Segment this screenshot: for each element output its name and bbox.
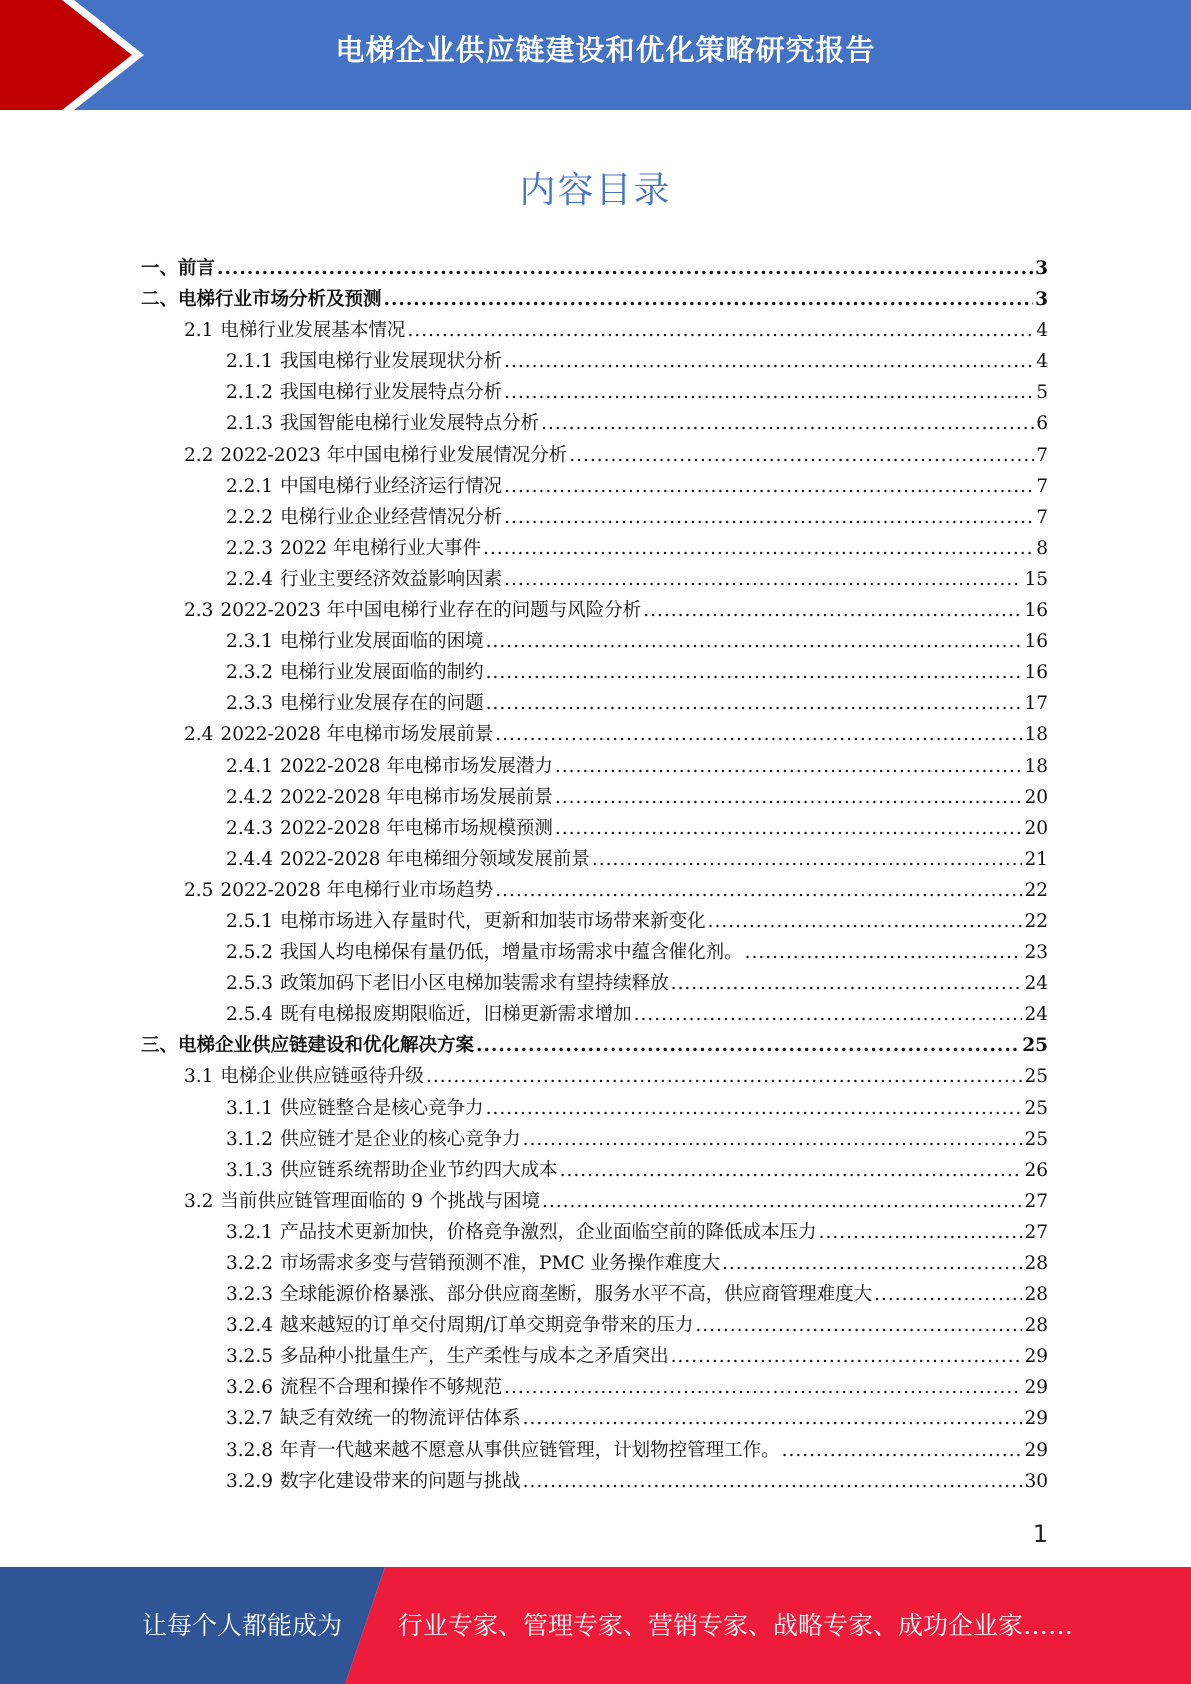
- toc-entry[interactable]: [141, 441, 1048, 472]
- toc-entry-text: [226, 689, 484, 715]
- toc-entry-number: 3.2.3: [226, 1284, 274, 1306]
- toc-entry-number: 2.2.4: [226, 568, 274, 590]
- toc-entry-number: 2.1.1: [226, 351, 274, 373]
- toc-entry[interactable]: [141, 254, 1048, 285]
- toc-entry-text: [226, 1156, 558, 1182]
- toc-entry[interactable]: [141, 1373, 1048, 1404]
- toc-dot-leader: [486, 662, 1023, 683]
- toc-dot-leader: [523, 1408, 1023, 1429]
- toc-dot-leader: [486, 693, 1023, 714]
- toc-dot-leader: [819, 1222, 1023, 1243]
- toc-entry-text: [184, 441, 567, 467]
- toc-entry-title: 多品种小批量生产，生产柔性与成本之矛盾突出: [280, 1346, 669, 1368]
- toc-entry-title: 2022-2023 年中国电梯行业存在的问题与风险分析: [220, 600, 642, 622]
- toc-entry-text: [184, 1187, 540, 1213]
- toc-entry[interactable]: [141, 1156, 1048, 1187]
- toc-entry-text: [226, 1125, 521, 1151]
- toc-entry-title: 电梯行业发展存在的问题: [280, 693, 484, 715]
- toc-entry-text: [226, 907, 706, 933]
- toc-entry-text: [184, 876, 493, 902]
- toc-entry-number: 2.5.2: [226, 942, 274, 964]
- toc-entry-number: 一、: [141, 258, 179, 279]
- toc-entry-number: 2.4.2: [226, 786, 274, 808]
- toc-dot-leader: [486, 631, 1023, 652]
- toc-entry[interactable]: [141, 783, 1048, 814]
- toc-dot-leader: [695, 1315, 1022, 1336]
- toc-entry-text: [226, 1280, 872, 1306]
- toc-entry-text: [226, 1342, 669, 1368]
- toc-entry-text: [226, 783, 553, 809]
- toc-entry[interactable]: [141, 1311, 1048, 1342]
- footer-band: [0, 1567, 1191, 1684]
- page-number: 1: [1032, 1520, 1048, 1548]
- toc-entry-page: 26: [1024, 1159, 1048, 1181]
- toc-entry-page: 20: [1024, 786, 1048, 808]
- toc-dot-leader: [745, 942, 1023, 963]
- toc-dot-leader: [476, 1035, 1020, 1056]
- toc-entry-title: 流程不合理和操作不够规范: [280, 1377, 503, 1399]
- toc-dot-leader: [874, 1284, 1022, 1305]
- toc-dot-leader: [407, 320, 1034, 341]
- toc-entry-text: [226, 565, 502, 591]
- toc-entry[interactable]: [141, 1062, 1048, 1093]
- footer-slogan-left: 让每个人都能成为: [142, 1611, 343, 1640]
- toc-entry-title: 电梯行业发展面临的困境: [280, 631, 484, 653]
- toc-entry-text: [226, 347, 502, 373]
- toc-entry[interactable]: [141, 1218, 1048, 1249]
- toc-entry-text: [226, 1249, 720, 1275]
- toc-dot-leader: [523, 1471, 1023, 1492]
- toc-entry-text: [226, 472, 502, 498]
- toc-entry-number: 2.3.3: [226, 693, 274, 715]
- toc-entry-number: 2.2: [184, 444, 214, 466]
- toc-entry-text: [184, 316, 405, 342]
- table-of-contents: [141, 254, 1048, 1498]
- toc-entry[interactable]: [141, 316, 1048, 347]
- toc-entry-title: 电梯行业发展基本情况: [220, 320, 406, 342]
- toc-entry-number: 2.3: [184, 600, 214, 622]
- toc-entry-title: 当前供应链管理面临的 9 个挑战与困境: [220, 1190, 540, 1212]
- toc-entry-page: 30: [1024, 1470, 1048, 1492]
- toc-entry-title: 我国智能电梯行业发展特点分析: [280, 413, 540, 435]
- header-band: [0, 0, 1191, 110]
- toc-entry-text: [226, 534, 481, 560]
- toc-entry-title: 2022-2028 年电梯市场规模预测: [280, 817, 553, 839]
- toc-entry[interactable]: [141, 969, 1048, 1000]
- toc-entry[interactable]: [141, 596, 1048, 627]
- toc-entry-title: 缺乏有效统一的物流评估体系: [280, 1408, 521, 1430]
- toc-dot-leader: [634, 1004, 1023, 1025]
- toc-entry-page: 7: [1036, 444, 1048, 466]
- toc-entry-text: [226, 1000, 632, 1026]
- toc-dot-leader: [722, 1253, 1022, 1274]
- toc-entry-page: 17: [1024, 693, 1048, 715]
- toc-entry[interactable]: [141, 845, 1048, 876]
- toc-entry-text: [226, 1218, 817, 1244]
- toc-dot-leader: [671, 1346, 1023, 1367]
- toc-dot-leader: [504, 569, 1022, 590]
- toc-dot-leader: [483, 538, 1034, 559]
- toc-entry[interactable]: [141, 938, 1048, 969]
- toc-entry-title: 供应链才是企业的核心竞争力: [280, 1128, 521, 1150]
- toc-entry-title: 既有电梯报废期限临近，旧梯更新需求增加: [280, 1004, 632, 1026]
- toc-dot-leader: [541, 413, 1034, 434]
- toc-entry[interactable]: [141, 409, 1048, 440]
- toc-entry-number: 3.2.6: [226, 1377, 274, 1399]
- toc-entry-title: 2022-2023 年中国电梯行业发展情况分析: [220, 444, 568, 466]
- toc-entry-title: 电梯企业供应链亟待升级: [220, 1066, 424, 1088]
- toc-dot-leader: [504, 351, 1034, 372]
- toc-entry-number: 2.5.4: [226, 1004, 274, 1026]
- toc-entry-page: 28: [1024, 1284, 1048, 1306]
- toc-dot-leader: [523, 1129, 1023, 1150]
- toc-entry-title: 供应链整合是核心竞争力: [280, 1097, 484, 1119]
- toc-entry-number: 2.4.3: [226, 817, 274, 839]
- toc-entry-title: 2022-2028 年电梯市场发展潜力: [280, 755, 553, 777]
- toc-entry-title: 我国电梯行业发展特点分析: [280, 382, 503, 404]
- toc-entry[interactable]: [141, 876, 1048, 907]
- toc-entry[interactable]: [141, 907, 1048, 938]
- toc-entry-page: 18: [1024, 724, 1048, 746]
- toc-dot-leader: [592, 849, 1023, 870]
- toc-entry-page: 27: [1024, 1190, 1048, 1212]
- toc-entry[interactable]: [141, 1436, 1048, 1467]
- toc-entry[interactable]: [141, 752, 1048, 783]
- toc-entry-page: 25: [1022, 1035, 1048, 1057]
- toc-entry-number: 3.2.5: [226, 1346, 274, 1368]
- toc-entry-page: 4: [1036, 351, 1048, 373]
- toc-entry[interactable]: [141, 1342, 1048, 1373]
- toc-entry[interactable]: [141, 1467, 1048, 1498]
- toc-entry-number: 2.1.2: [226, 382, 274, 404]
- toc-entry-title: 2022-2028 年电梯市场发展前景: [220, 724, 494, 746]
- toc-entry-title: 我国人均电梯保有量仍低，增量市场需求中蕴含催化剂。: [280, 942, 743, 964]
- toc-entry-title: 前言: [178, 258, 216, 279]
- toc-entry-number: 3.1.3: [226, 1159, 274, 1181]
- toc-entry-page: 27: [1024, 1221, 1048, 1243]
- toc-entry-number: 3.2.4: [226, 1315, 274, 1337]
- toc-entry-number: 2.2.2: [226, 506, 274, 528]
- toc-dot-leader: [504, 382, 1034, 403]
- toc-entry-page: 7: [1036, 506, 1048, 528]
- toc-entry[interactable]: [141, 378, 1048, 409]
- toc-entry[interactable]: [141, 1187, 1048, 1218]
- toc-entry-page: 16: [1024, 662, 1048, 684]
- toc-entry-number: 2.1: [184, 320, 214, 342]
- toc-entry-number: 2.5.1: [226, 910, 274, 932]
- toc-entry-number: 3.2.7: [226, 1408, 274, 1430]
- toc-entry-text: [141, 285, 382, 311]
- toc-dot-leader: [555, 756, 1023, 777]
- toc-entry-title: 数字化建设带来的问题与挑战: [280, 1470, 521, 1492]
- toc-entry-title: 中国电梯行业经济运行情况: [280, 475, 503, 497]
- toc-entry-text: [184, 1062, 424, 1088]
- toc-entry-page: 3: [1035, 289, 1048, 311]
- toc-entry[interactable]: [141, 1249, 1048, 1280]
- toc-dot-leader: [671, 973, 1023, 994]
- toc-entry-page: 15: [1024, 568, 1048, 590]
- toc-entry[interactable]: [141, 1280, 1048, 1311]
- toc-entry-text: [226, 1467, 521, 1493]
- toc-entry-text: [226, 1373, 502, 1399]
- toc-entry[interactable]: [141, 814, 1048, 845]
- toc-entry[interactable]: [141, 1094, 1048, 1125]
- toc-entry-title: 电梯行业市场分析及预测: [178, 289, 382, 311]
- toc-entry-text: [226, 409, 539, 435]
- toc-dot-leader: [495, 880, 1022, 901]
- toc-entry[interactable]: [141, 627, 1048, 658]
- toc-entry-text: [141, 254, 215, 280]
- toc-entry-title: 2022-2028 年电梯细分领域发展前景: [280, 848, 590, 870]
- toc-entry-page: 3: [1035, 258, 1048, 279]
- toc-entry-text: [226, 752, 553, 778]
- toc-entry-page: 24: [1024, 1004, 1048, 1026]
- toc-dot-leader: [782, 1440, 1023, 1461]
- toc-dot-leader: [504, 476, 1034, 497]
- toc-entry[interactable]: [141, 534, 1048, 565]
- toc-dot-leader: [486, 1098, 1023, 1119]
- toc-dot-leader: [555, 787, 1023, 808]
- toc-entry-text: [184, 596, 641, 622]
- toc-entry-page: 24: [1024, 973, 1048, 995]
- toc-dot-leader: [504, 507, 1034, 528]
- toc-entry[interactable]: [141, 347, 1048, 378]
- toc-entry-title: 全球能源价格暴涨、部分供应商垄断，服务水平不高，供应商管理难度大: [280, 1284, 873, 1306]
- toc-entry-number: 3.2.1: [226, 1221, 274, 1243]
- toc-entry-text: [226, 378, 502, 404]
- toc-entry-number: 2.2.1: [226, 475, 274, 497]
- toc-entry-title: 2022-2028 年电梯市场发展前景: [280, 786, 553, 808]
- toc-dot-leader: [217, 258, 1033, 279]
- toc-entry-text: [184, 720, 493, 746]
- toc-dot-leader: [560, 1160, 1023, 1181]
- toc-entry-page: 20: [1024, 817, 1048, 839]
- toc-entry[interactable]: [141, 285, 1048, 316]
- toc-entry-number: 2.2.3: [226, 537, 274, 559]
- toc-entry-page: 16: [1024, 600, 1048, 622]
- toc-entry-text: [226, 814, 553, 840]
- toc-dot-leader: [504, 1377, 1022, 1398]
- toc-entry-page: 25: [1024, 1097, 1048, 1119]
- toc-entry[interactable]: [141, 689, 1048, 720]
- toc-entry-page: 29: [1024, 1377, 1048, 1399]
- toc-entry-text: [226, 658, 484, 684]
- toc-entry-text: [226, 845, 590, 871]
- toc-entry-number: 3.1.1: [226, 1097, 274, 1119]
- toc-entry-page: 25: [1024, 1066, 1048, 1088]
- toc-entry-title: 2022 年电梯行业大事件: [280, 537, 482, 559]
- toc-entry[interactable]: [141, 472, 1048, 503]
- toc-entry-page: 28: [1024, 1253, 1048, 1274]
- toc-entry-page: 4: [1036, 320, 1048, 342]
- toc-entry-page: 22: [1024, 910, 1048, 932]
- toc-entry-text: [226, 969, 669, 995]
- toc-entry-number: 3.2.8: [226, 1439, 274, 1461]
- toc-entry[interactable]: [141, 658, 1048, 689]
- toc-dot-leader: [643, 600, 1022, 621]
- toc-entry-title: 2022-2028 年电梯行业市场趋势: [220, 879, 494, 901]
- toc-entry-title: 供应链系统帮助企业节约四大成本: [280, 1159, 558, 1181]
- toc-entry-title: 电梯行业发展面临的制约: [280, 662, 484, 684]
- toc-entry[interactable]: [141, 1000, 1048, 1031]
- toc-dot-leader: [426, 1066, 1023, 1087]
- toc-entry-text: [226, 627, 484, 653]
- toc-entry[interactable]: [141, 1031, 1048, 1062]
- toc-entry-title: 年青一代越来越不愿意从事供应链管理，计划物控管理工作。: [280, 1439, 780, 1461]
- toc-entry-text: [226, 503, 502, 529]
- toc-entry-number: 2.4.1: [226, 755, 274, 777]
- toc-dot-leader: [555, 818, 1023, 839]
- toc-entry-text: [226, 1404, 521, 1430]
- toc-entry-title: 产品技术更新加快，价格竞争激烈，企业面临空前的降低成本压力: [280, 1221, 817, 1243]
- toc-entry-page: 22: [1024, 879, 1048, 901]
- toc-entry-number: 2.3.2: [226, 662, 274, 684]
- toc-dot-leader: [384, 289, 1034, 310]
- toc-entry-number: 2.3.1: [226, 631, 274, 653]
- toc-entry[interactable]: [141, 565, 1048, 596]
- toc-entry-number: 2.1.3: [226, 413, 274, 435]
- toc-entry-number: 3.1.2: [226, 1128, 274, 1150]
- toc-entry-page: 21: [1024, 848, 1048, 870]
- toc-entry[interactable]: [141, 1404, 1048, 1435]
- toc-entry-title: 越来越短的订单交付周期/订单交期竞争带来的压力: [280, 1315, 694, 1337]
- toc-dot-leader: [708, 911, 1023, 932]
- toc-entry-text: [226, 938, 743, 964]
- toc-entry-number: 3.2: [184, 1190, 214, 1212]
- toc-entry-number: 3.2.2: [226, 1253, 274, 1274]
- toc-entry-title: 电梯企业供应链建设和优化解决方案: [178, 1035, 475, 1057]
- toc-entry-title: 政策加码下老旧小区电梯加装需求有望持续释放: [280, 973, 669, 995]
- toc-entry-text: [226, 1311, 693, 1337]
- toc-entry-page: 29: [1024, 1439, 1048, 1461]
- toc-entry-title: 市场需求多变与营销预测不准，PMC 业务操作难度大: [280, 1253, 721, 1274]
- toc-dot-leader: [569, 445, 1034, 466]
- toc-entry-text: [226, 1094, 484, 1120]
- toc-dot-leader: [542, 1191, 1022, 1212]
- toc-entry-number: 2.4: [184, 724, 214, 746]
- footer-slogan-right: 行业专家、管理专家、营销专家、战略专家、成功企业家……: [398, 1611, 1074, 1640]
- toc-entry-number: 3.1: [184, 1066, 214, 1088]
- report-title: 电梯企业供应链建设和优化策略研究报告: [335, 33, 876, 67]
- toc-entry[interactable]: [141, 720, 1048, 751]
- toc-entry-number: 2.4.4: [226, 848, 274, 870]
- toc-entry-page: 7: [1036, 475, 1048, 497]
- toc-entry-title: 行业主要经济效益影响因素: [280, 568, 503, 590]
- toc-entry-number: 2.5: [184, 879, 214, 901]
- toc-entry-page: 29: [1024, 1408, 1048, 1430]
- toc-heading: 内容目录: [519, 170, 672, 211]
- toc-entry-page: 8: [1036, 537, 1048, 559]
- toc-entry-number: 2.5.3: [226, 973, 274, 995]
- toc-entry-page: 5: [1036, 382, 1048, 404]
- toc-entry-number: 3.2.9: [226, 1470, 274, 1492]
- toc-entry-title: 我国电梯行业发展现状分析: [280, 351, 503, 373]
- toc-entry[interactable]: [141, 503, 1048, 534]
- toc-entry-page: 6: [1036, 413, 1048, 435]
- toc-entry-page: 25: [1024, 1128, 1048, 1150]
- toc-entry-text: [141, 1031, 474, 1057]
- toc-entry-page: 23: [1024, 942, 1048, 964]
- toc-entry-page: 28: [1024, 1315, 1048, 1337]
- toc-entry-title: 电梯行业企业经营情况分析: [280, 506, 503, 528]
- toc-entry-page: 18: [1024, 755, 1048, 777]
- toc-entry-number: 三、: [141, 1035, 179, 1057]
- toc-entry[interactable]: [141, 1125, 1048, 1156]
- toc-entry-page: 16: [1024, 631, 1048, 653]
- toc-entry-page: 29: [1024, 1346, 1048, 1368]
- toc-entry-number: 二、: [141, 289, 179, 311]
- toc-entry-text: [226, 1436, 780, 1462]
- toc-entry-title: 电梯市场进入存量时代，更新和加装市场带来新变化: [280, 910, 706, 932]
- toc-dot-leader: [495, 724, 1022, 745]
